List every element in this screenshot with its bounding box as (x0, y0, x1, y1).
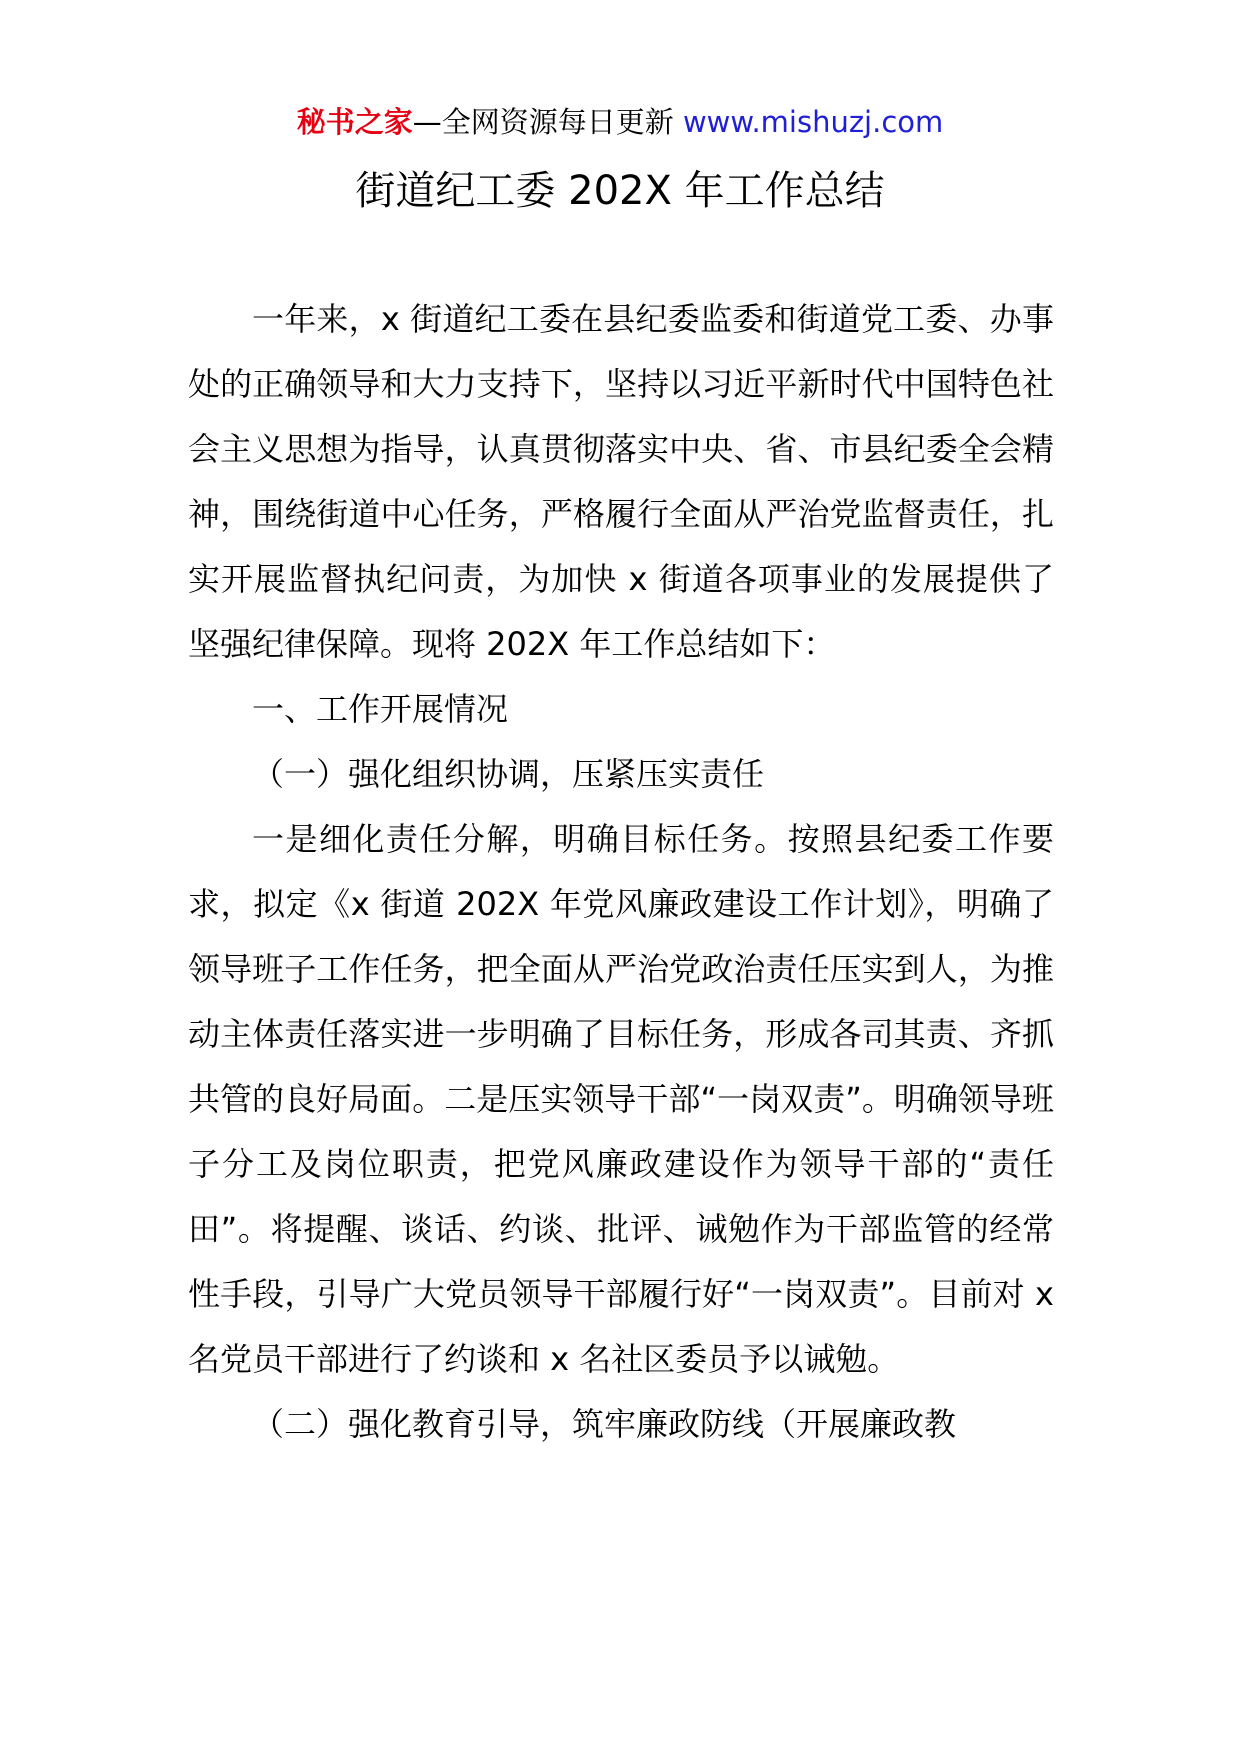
site-brand: 秘书之家 (296, 105, 413, 139)
subsection-heading-2: （二）强化教育引导，筑牢廉政防线（开展廉政教 (252, 1405, 957, 1443)
body-paragraph: 一是细化责任分解，明确目标任务。按照县纪委工作要求，拟定《x 街道 202X 年党风廉政建设工作计划》，明确了领导班子工作任务，把全面从严治党政治责任压实到人，为推动主体责任落实进一步明确了目标任务，形成各司其责、齐抓共管的良好局面。二是压实领导干部“一岗双责”。明确领导班子分工及岗位职责，把党风廉政建设作为领导干部的“责任田”。将提醒、谈话、约谈、批评、诫勉作为干部监管的经常性手段，引导广大党员领导干部履行好“一岗双责”。目前对 x 名党员干部进行了约谈和 x 名社区委员予以诫勉。 (188, 820, 1054, 1378)
document-title: 街道纪工委 202X 年工作总结 (355, 168, 885, 214)
subsection-heading-1: （一）强化组织协调，压紧压实责任 (252, 755, 765, 793)
site-tagline: —全网资源每日更新 (412, 105, 674, 139)
document-body (188, 287, 1054, 1457)
intro-paragraph: 一年来，x 街道纪工委在县纪委监委和街道党工委、办事处的正确领导和大力支持下，坚持以习近平新时代中国特色社会主义思想为指导，认真贯彻落实中央、省、市县纪委全会精神，围绕街道中心任务，严格履行全面从严治党监督责任，扎实开展监督执纪问责，为加快 x 街道各项事业的发展提供了坚强纪律保障。现将 202X 年工作总结如下： (188, 300, 1054, 663)
site-header (0, 102, 1240, 142)
site-url-link[interactable]: www.mishuzj.com (682, 105, 944, 139)
section-heading-1: 一、工作开展情况 (252, 690, 509, 728)
